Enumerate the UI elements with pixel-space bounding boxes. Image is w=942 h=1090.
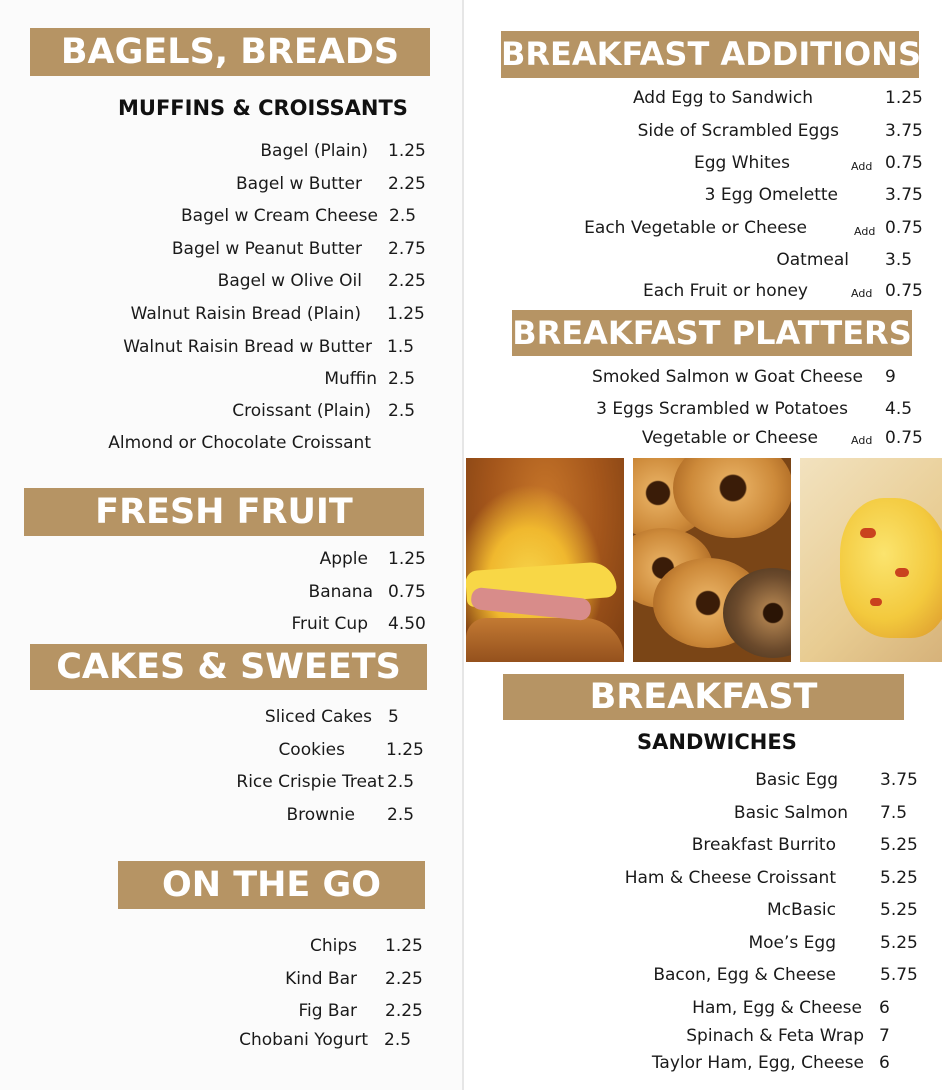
menu-item-price: 1.25 <box>386 740 424 760</box>
menu-item-name: Chobani Yogurt <box>239 1030 368 1050</box>
menu-item-price: 2.25 <box>388 271 426 291</box>
menu-item-name: Banana <box>308 582 373 602</box>
menu-item-price: 2.5 <box>384 1030 412 1050</box>
menu-item-name: Fruit Cup <box>291 614 368 634</box>
sandwiches-banner: BREAKFAST <box>503 674 904 720</box>
menu-item-name: Bagel w Cream Cheese <box>181 206 378 226</box>
cakes-banner: CAKES & SWEETS <box>30 644 427 690</box>
menu-item-name: Egg Whites <box>693 153 790 173</box>
menu-item-price: 0.75 <box>885 281 923 301</box>
menu-item-name: Spinach & Feta Wrap <box>686 1026 864 1046</box>
menu-item-name: Croissant (Plain) <box>232 401 371 421</box>
menu-item-price: 5.25 <box>880 900 918 920</box>
menu-item-name: Basic Egg <box>755 770 838 790</box>
menu-item-name: Each Vegetable or Cheese <box>584 218 807 238</box>
menu-item-price: 5 <box>388 707 399 727</box>
left-panel <box>0 0 462 1090</box>
menu-item-name: Cookies <box>278 740 345 760</box>
menu-item-name: Taylor Ham, Egg, Cheese <box>651 1053 864 1073</box>
menu-item-name: Smoked Salmon w Goat Cheese <box>592 367 863 387</box>
menu-item-name: Bacon, Egg & Cheese <box>653 965 836 985</box>
menu-item-name: Bagel w Peanut Butter <box>171 239 362 259</box>
add-label: Add <box>851 434 873 447</box>
menu-item-name: Walnut Raisin Bread w Butter <box>123 337 372 357</box>
menu-item-price: 2.5 <box>388 369 416 389</box>
menu-item-name: Bagel (Plain) <box>260 141 368 161</box>
add-label: Add <box>851 287 873 300</box>
bagels-banner: BAGELS, BREADS <box>30 28 430 76</box>
menu-item-name: Bagel w Butter <box>236 174 362 194</box>
menu-item-price: 1.5 <box>387 337 415 357</box>
menu-item-price: 4.5 <box>885 399 913 419</box>
menu-item-name: Chips <box>309 936 357 956</box>
menu-item-price: 1.25 <box>388 549 426 569</box>
go-banner: ON THE GO <box>118 861 425 909</box>
menu-item-name: 3 Eggs Scrambled w Potatoes <box>596 399 848 419</box>
menu-item-name: Vegetable or Cheese <box>641 428 818 448</box>
menu-item-price: 9 <box>885 367 896 387</box>
menu-item-price: 6 <box>879 998 890 1018</box>
menu-item-price: 7.5 <box>880 803 908 823</box>
menu-item-name: 3 Egg Omelette <box>704 185 838 205</box>
menu-item-price: 1.25 <box>387 304 425 324</box>
add-label: Add <box>854 225 876 238</box>
menu-item-price: 1.25 <box>385 936 423 956</box>
menu-item-price: 7 <box>879 1026 890 1046</box>
menu-item-price: 0.75 <box>885 153 923 173</box>
menu-item-name: Sliced Cakes <box>264 707 372 727</box>
menu-item-price: 3.75 <box>885 185 923 205</box>
menu-item-price: 2.5 <box>387 772 415 792</box>
menu-item-name: Ham & Cheese Croissant <box>624 868 836 888</box>
menu-item-price: 1.25 <box>885 88 923 108</box>
menu-item-name: Basic Salmon <box>733 803 848 823</box>
menu-item-price: 6 <box>879 1053 890 1073</box>
menu-item-name: Brownie <box>286 805 355 825</box>
sandwiches-subtitle: SANDWICHES <box>637 730 797 754</box>
breakfast-wrap-photo <box>800 458 942 662</box>
menu-item-price: 2.5 <box>388 401 416 421</box>
menu-item-name: Rice Crispie Treat <box>236 772 384 792</box>
menu-item-price: 3.75 <box>880 770 918 790</box>
menu-item-price: 2.5 <box>387 805 415 825</box>
menu-item-price: 5.25 <box>880 835 918 855</box>
menu-item-price: 5.25 <box>880 933 918 953</box>
menu-item-name: Oatmeal <box>776 250 849 270</box>
croissant-sandwich-photo <box>466 458 624 662</box>
menu-item-price: 0.75 <box>885 428 923 448</box>
menu-item-name: Fig Bar <box>298 1001 357 1021</box>
menu-item-name: Kind Bar <box>285 969 357 989</box>
menu-item-price: 4.50 <box>388 614 426 634</box>
menu-item-price: 2.25 <box>385 969 423 989</box>
fruit-banner: FRESH FRUIT <box>24 488 424 536</box>
menu-item-price: 3.5 <box>885 250 913 270</box>
bagels-photo <box>633 458 791 662</box>
menu-item-name: Side of Scrambled Eggs <box>637 121 839 141</box>
menu-item-price: 2.25 <box>385 1001 423 1021</box>
menu-item-price: 2.75 <box>388 239 426 259</box>
menu-item-name: Each Fruit or honey <box>642 281 808 301</box>
add-label: Add <box>851 160 873 173</box>
menu-item-name: Breakfast Burrito <box>691 835 836 855</box>
menu-item-price: 0.75 <box>885 218 923 238</box>
menu-item-price: 1.25 <box>388 141 426 161</box>
menu-item-price: 5.75 <box>880 965 918 985</box>
menu-item-price: 5.25 <box>880 868 918 888</box>
menu-item-name: Muffin <box>324 369 377 389</box>
bagels-subtitle: MUFFINS & CROISSANTS <box>118 96 408 120</box>
menu-item-name: Moe’s Egg <box>748 933 836 953</box>
menu-item-price: 3.75 <box>885 121 923 141</box>
menu-item-name: Ham, Egg & Cheese <box>692 998 862 1018</box>
menu-item-price: 2.25 <box>388 174 426 194</box>
menu-item-name: Add Egg to Sandwich <box>632 88 813 108</box>
menu-item-name: Bagel w Olive Oil <box>217 271 362 291</box>
menu-item-price: 2.5 <box>389 206 417 226</box>
platters-banner: BREAKFAST PLATTERS <box>512 310 912 356</box>
additions-banner: BREAKFAST ADDITIONS <box>501 31 919 78</box>
menu-item-name: Apple <box>319 549 368 569</box>
menu-item-price: 0.75 <box>388 582 426 602</box>
menu-item-name: Almond or Chocolate Croissant <box>108 433 371 453</box>
menu-item-name: Walnut Raisin Bread (Plain) <box>130 304 361 324</box>
menu-item-name: McBasic <box>766 900 836 920</box>
